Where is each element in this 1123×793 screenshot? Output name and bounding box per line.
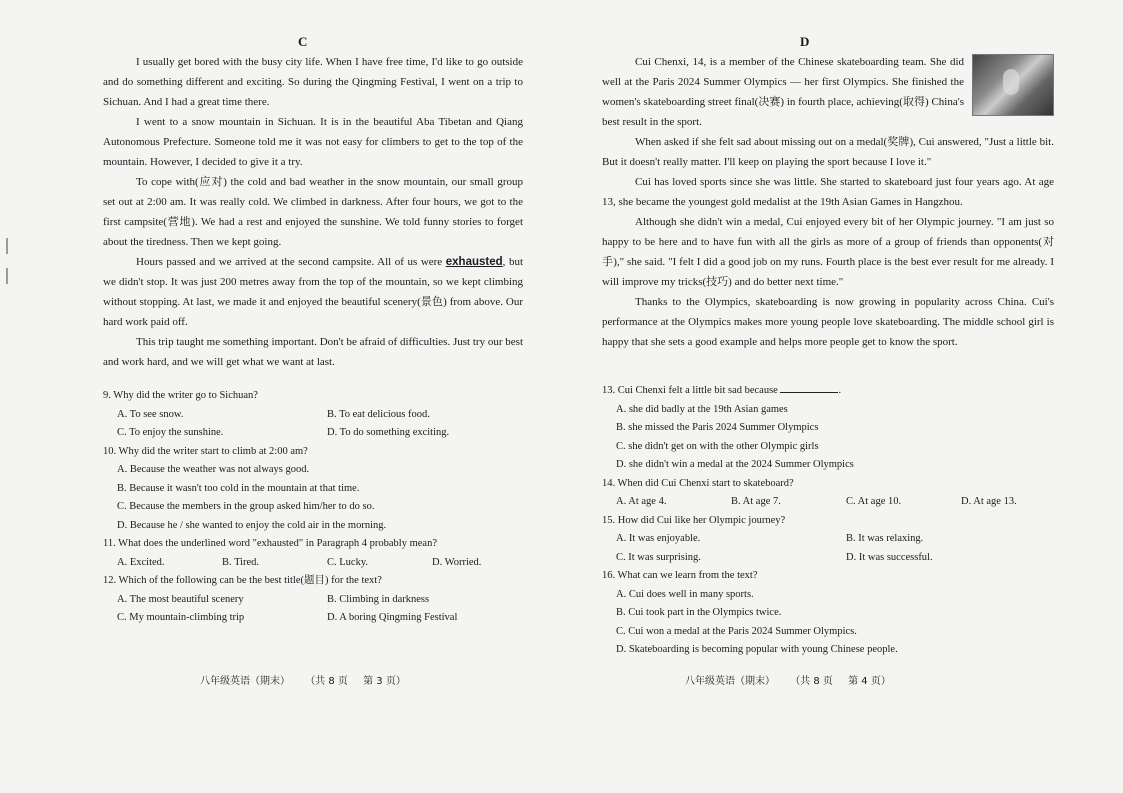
answer-option[interactable]: A. To see snow. [117, 408, 184, 420]
answer-option[interactable]: A. Because the weather was not always good. [117, 464, 310, 475]
passage-paragraph [103, 252, 523, 332]
question-stem [602, 382, 1062, 401]
answer-option[interactable]: C. My mountain-climbing trip [117, 612, 245, 623]
footer-total: （共 8 页 [305, 676, 348, 687]
question-text: 12. Which of the following can be the best title(题目) for the text? [103, 575, 382, 586]
question-text: 13. Cui Chenxi felt a little bit sad because [602, 385, 778, 396]
question-stem [103, 572, 523, 591]
answer-option[interactable]: C. It was surprising. [616, 551, 701, 563]
passage-paragraph: When asked if she felt sad about missing out on a medal(奖牌), Cui answered, "Just a little bit. But it doesn't really matter. I'll keep on playing the sport because I love it." [602, 136, 1054, 168]
footer-total: （共 8 页 [790, 676, 833, 687]
section-heading: C [298, 34, 308, 49]
option-row [602, 530, 1062, 549]
reading-passage-c [103, 52, 523, 372]
skateboarder-photo [972, 54, 1054, 116]
passage-paragraph: Cui has loved sports since she was little. She started to skateboard just four years ago. At age 13, she became the youngest gold medalist at the 19th Asian Games in Hangzhou. [602, 176, 1054, 208]
answer-option[interactable]: A. she did badly at the 19th Asian games [616, 403, 788, 415]
answer-option[interactable]: D. Because he / she wanted to enjoy the cold air in the morning. [117, 519, 387, 531]
answer-option[interactable]: D. To do something exciting. [327, 427, 450, 438]
answer-option[interactable]: B. At age 7. [731, 496, 781, 507]
question-list [103, 387, 523, 628]
passage-paragraph: Although she didn't win a medal, Cui enjoyed every bit of her Olympic journey. "I am just so happy to be here and to have fun with all the girls as more of a group of friends than opponents(对手)," she said. "I felt I did a good job on my runs. Fourth place is the best ever result for me already. I will improve my tricks(技巧) and do better next time." [602, 216, 1054, 288]
answer-option[interactable]: A. The most beautiful scenery [117, 593, 244, 605]
question-stem [602, 475, 1062, 494]
page-footer [200, 672, 418, 687]
question-text: 15. How did Cui like her Olympic journey? [602, 514, 786, 526]
answer-option[interactable]: A. Excited. [117, 556, 165, 568]
question-stem [103, 443, 523, 462]
answer-option[interactable]: B. Because it wasn't too cold in the mountain at that time. [117, 482, 360, 494]
question-text: 16. What can we learn from the text? [602, 570, 758, 581]
passage-paragraph: I went to a snow mountain in Sichuan. It is in the beautiful Aba Tibetan and Qiang Autonomous Prefecture. Someone told me it was not easy for climbers to get to the top of the mountain. However, I decided to give it a try. [103, 116, 523, 168]
passage-text: , but we didn't stop. It was just 200 metres away from the top of the mountain, so we kept climbing without stopping. At last, we made it and enjoyed the beautiful scenery(景色) from above. Our hard work paid off. [103, 256, 523, 328]
footer-subject: 八年级英语（期末） [200, 676, 290, 687]
passage-paragraph [602, 52, 1054, 132]
question-text: 14. When did Cui Chenxi start to skateboard? [602, 477, 794, 489]
question-stem [602, 567, 1062, 586]
answer-option[interactable]: B. she missed the Paris 2024 Summer Olympics [616, 422, 819, 433]
footer-page-number: 第 3 页） [363, 676, 406, 687]
option-row [103, 406, 523, 425]
section-heading: D [800, 34, 810, 49]
passage-paragraph: This trip taught me something important. Don't be afraid of difficulties. Just try our best and work hard, and we will get what we want at last. [103, 336, 523, 368]
answer-option[interactable]: B. Cui took part in the Olympics twice. [616, 607, 782, 618]
answer-option[interactable]: B. It was relaxing. [846, 533, 924, 544]
question-text: 10. Why did the writer start to climb at 2:00 am? [103, 445, 308, 457]
answer-option[interactable]: D. she didn't win a medal at the 2024 Summer Olympics [616, 459, 854, 470]
answer-option[interactable]: C. she didn't get on with the other Olympic girls [616, 440, 819, 452]
answer-option[interactable]: D. It was successful. [846, 551, 933, 563]
question-stem [103, 387, 523, 406]
answer-option[interactable]: D. A boring Qingming Festival [327, 612, 458, 623]
answer-option[interactable]: D. Worried. [432, 556, 482, 568]
answer-option[interactable]: C. At age 10. [846, 496, 902, 507]
question-stem [103, 535, 523, 554]
passage-text: Cui Chenxi, 14, is a member of the Chinese skateboarding team. She did well at the Paris 2024 Summer Olympics — her first Olympics. She finished the women's skateboarding street final(决赛) in fourth place, achieving(取得) China's best result in the sport. [602, 56, 964, 128]
blank-end: . [838, 385, 842, 396]
underlined-word: exhausted [445, 256, 503, 268]
question-stem [602, 512, 1062, 531]
answer-option[interactable]: C. Lucky. [327, 556, 369, 568]
answer-option[interactable]: C. Cui won a medal at the Paris 2024 Summer Olympics. [616, 625, 857, 637]
answer-blank[interactable] [780, 382, 838, 393]
footer-page-number: 第 4 页） [848, 676, 891, 687]
exam-page-3 [0, 0, 560, 793]
question-text: 11. What does the underlined word "exhausted" in Paragraph 4 probably mean? [103, 538, 437, 549]
reading-passage-d [602, 52, 1054, 352]
exam-page-4 [560, 0, 1123, 793]
passage-paragraph: I usually get bored with the busy city life. When I have free time, I'd like to go outside and do something different and exciting. So during the Qingming Festival, I went on a trip to Sichuan. And I had a great time there. [103, 56, 523, 108]
footer-subject: 八年级英语（期末） [685, 676, 775, 687]
answer-option[interactable]: C. Because the members in the group asked him/her to do so. [117, 501, 375, 512]
answer-option[interactable]: A. It was enjoyable. [616, 533, 701, 544]
answer-option[interactable]: B. Tired. [222, 556, 260, 568]
answer-option[interactable]: A. Cui does well in many sports. [616, 588, 754, 600]
option-row [103, 554, 523, 573]
question-list [602, 382, 1062, 660]
page-footer [685, 672, 903, 687]
passage-paragraph: To cope with(应对) the cold and bad weather in the snow mountain, our small group set out at 2:00 am. It was really cold. We climbed in darkness. After four hours, we got to the first campsite(营地). We had a rest and enjoyed the sunshine. We told funny stories to forget about the tiredness. Then we kept going. [103, 176, 523, 248]
option-row [103, 424, 523, 443]
option-row [602, 493, 1062, 512]
answer-option[interactable]: D. Skateboarding is becoming popular with young Chinese people. [616, 644, 898, 655]
answer-option[interactable]: A. At age 4. [616, 496, 667, 507]
answer-option[interactable]: C. To enjoy the sunshine. [117, 427, 224, 438]
answer-option[interactable]: D. At age 13. [961, 496, 1017, 507]
option-row [103, 591, 523, 610]
question-text: 9. Why did the writer go to Sichuan? [103, 390, 258, 401]
passage-paragraph: Thanks to the Olympics, skateboarding is now growing in popularity across China. Cui's performance at the Olympics makes more young people love skateboarding. The middle school girl is happy that she sets a good example and helps more people get to know the sport. [602, 296, 1054, 348]
option-row [103, 609, 523, 628]
answer-option[interactable]: B. To eat delicious food. [327, 408, 430, 420]
passage-text: Hours passed and we arrived at the second campsite. All of us were [136, 256, 446, 268]
answer-option[interactable]: B. Climbing in darkness [327, 593, 430, 605]
option-row [602, 549, 1062, 568]
